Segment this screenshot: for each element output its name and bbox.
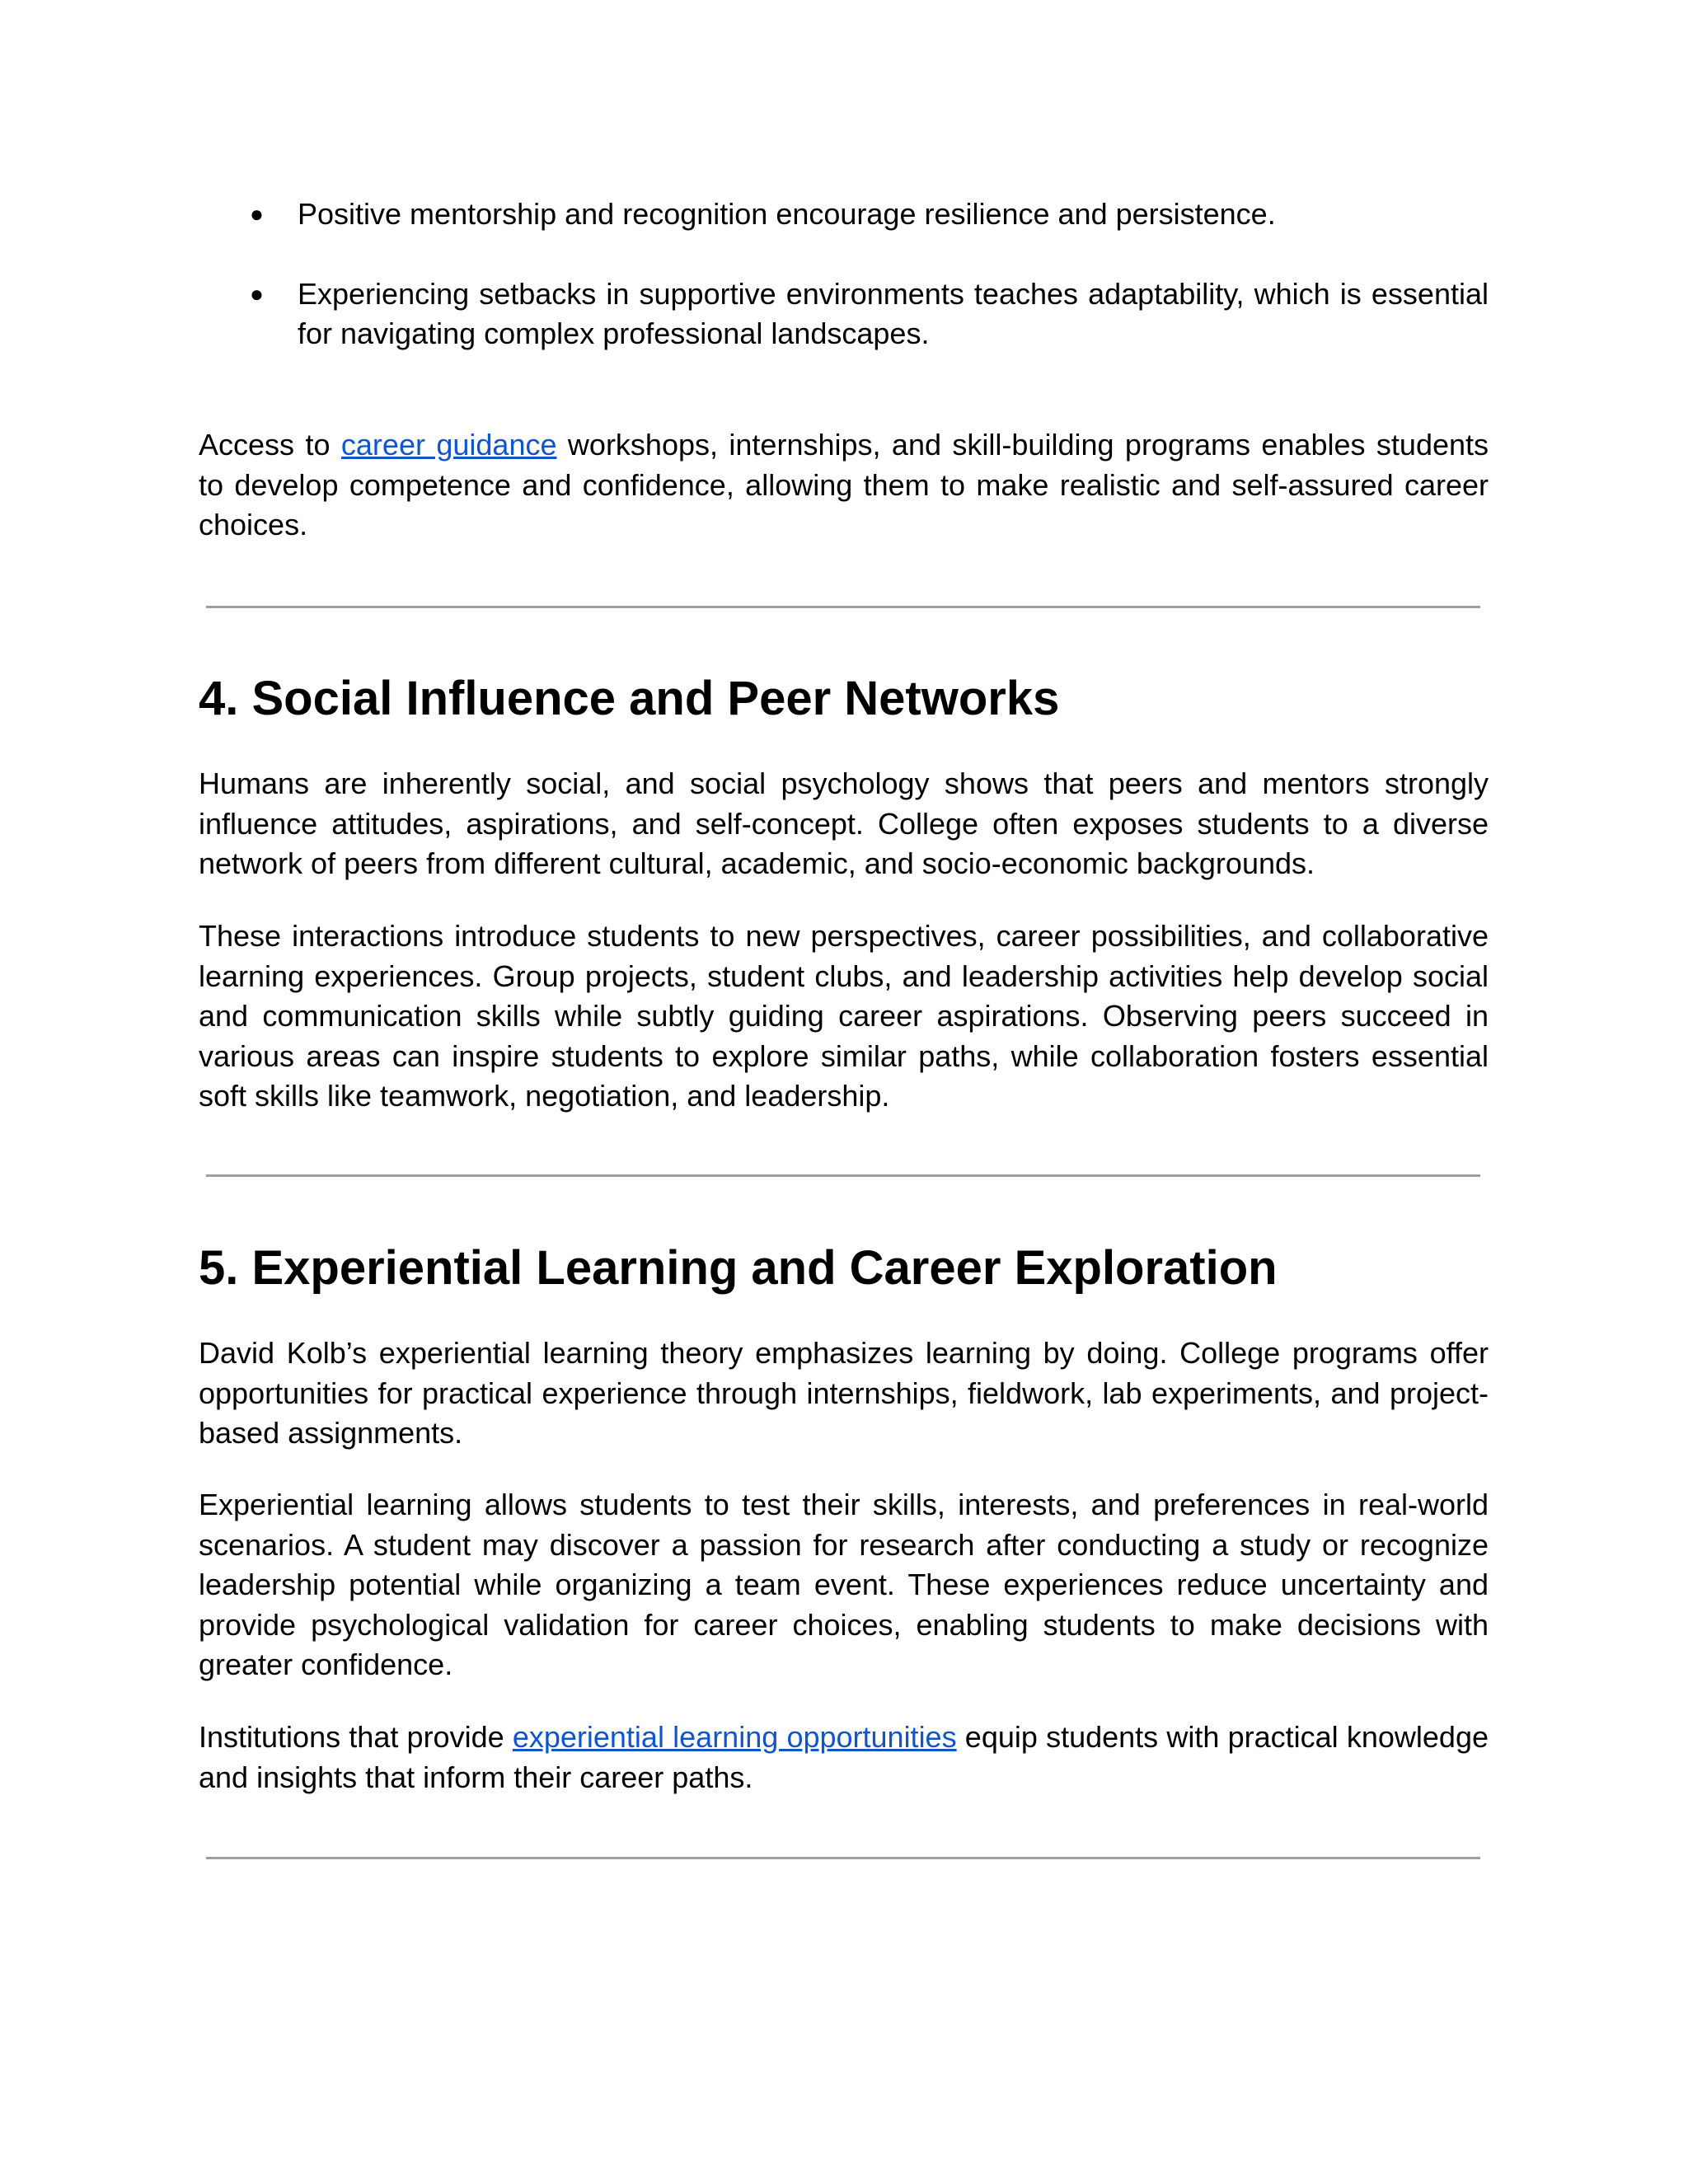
career-guidance-link[interactable]: career guidance [340, 428, 557, 462]
paragraph: These interactions introduce students to new perspectives, career possibilities, and collaborative learning experiences. Group projects, student clubs, and leadership activities help develop social and communication skills while subtly guiding career aspirations. Observing peers succeed in various areas can inspire students to explore similar paths, while collaboration fosters essential soft skills like teamwork, negotiation, and leadership. [199, 919, 1489, 1113]
horizontal-divider [206, 606, 1480, 608]
paragraph-experiential-opportunities [199, 1718, 1489, 1797]
section-heading: 5. Experiential Learning and Career Exploration [199, 1241, 1278, 1295]
list-item [199, 274, 1489, 354]
bullet-icon: ● [250, 201, 264, 227]
paragraph-text: workshops, internships, and skill-building programs enables students to develop competence and confidence, allowing them to make realistic and self-assured career choices. [199, 428, 1489, 541]
paragraph: Experiential learning allows students to test their skills, interests, and preferences in real-world scenarios. A student may discover a passion for research after conducting a study or recognize leadership potential while organizing a team event. These experiences reduce uncertainty and provide psychological validation for career choices, enabling students to make decisions with greater confidence. [199, 1488, 1489, 1681]
paragraph-text: equip students with practical knowledge and insights that inform their career paths. [199, 1720, 1489, 1794]
bullet-text: Positive mentorship and recognition encourage resilience and persistence. [298, 197, 1276, 231]
experiential-learning-link[interactable]: experiential learning opportunities [512, 1720, 957, 1754]
paragraph: Humans are inherently social, and social psychology shows that peers and mentors strongly influence attitudes, aspirations, and self-concept. College often exposes students to a diverse network of peers from different cultural, academic, and socio-economic backgrounds. [199, 766, 1489, 880]
paragraph: David Kolb’s experiential learning theory emphasizes learning by doing. College programs offer opportunities for practical experience through internships, fieldwork, lab experiments, and project-based assignments. [199, 1336, 1489, 1450]
bullet-text: Experiencing setbacks in supportive environments teaches adaptability, which is essential for navigating complex professional landscapes. [298, 277, 1489, 350]
horizontal-divider [206, 1857, 1480, 1859]
list-item [199, 194, 1489, 234]
paragraph-text: Access to [199, 428, 341, 462]
horizontal-divider [206, 1174, 1480, 1177]
paragraph-career-guidance [199, 425, 1489, 546]
paragraph-text: Institutions that provide [199, 1720, 513, 1754]
bullet-list [199, 194, 1489, 394]
bullet-icon: ● [250, 281, 264, 307]
section-heading: 4. Social Influence and Peer Networks [199, 672, 1060, 725]
